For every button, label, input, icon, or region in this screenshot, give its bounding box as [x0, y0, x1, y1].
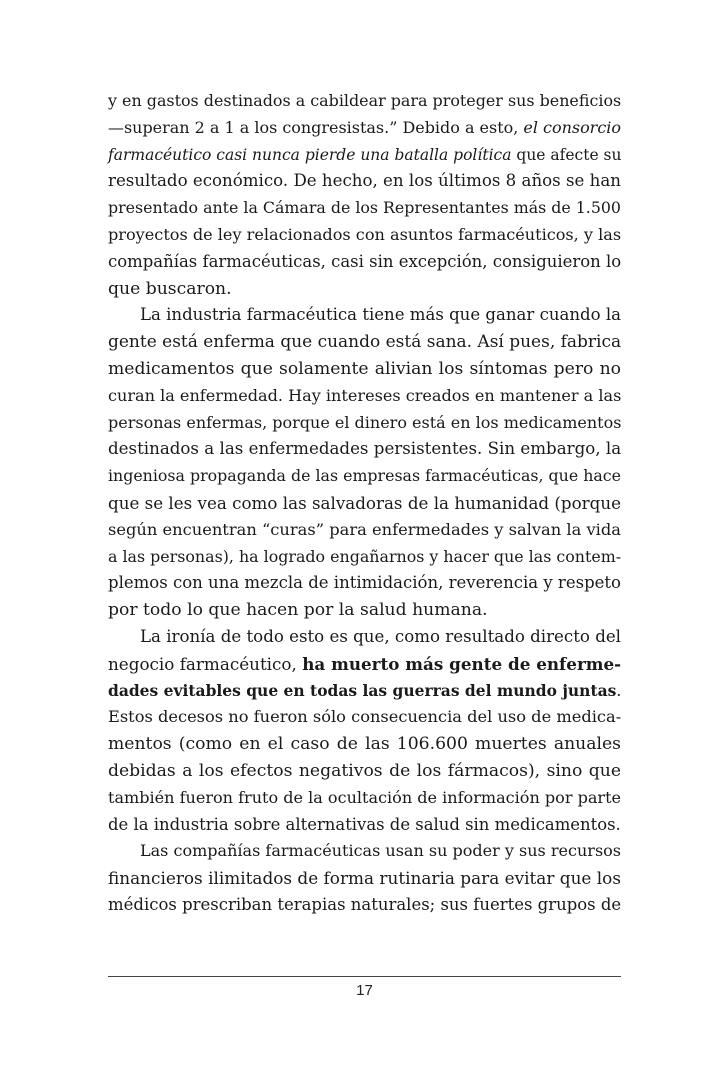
- text-line: [108, 329, 621, 356]
- text-line: [108, 436, 621, 463]
- text-segment: y en gastos destinados a cabildear para proteger sus beneficios: [108, 91, 622, 110]
- italic-text-segment: farmacéutico casi nunca pierde una batalla política: [108, 145, 512, 164]
- text-line: [108, 651, 621, 678]
- text-segment: Las compañías farmacéuticas usan su poder y sus recursos: [140, 841, 622, 861]
- text-segment: mentos (como en el caso de las 106.600 muertes anuales: [108, 734, 621, 755]
- italic-text-segment: el consorcio: [523, 117, 621, 137]
- text-line: [108, 115, 621, 142]
- body-text: [108, 88, 621, 919]
- text-segment: por todo lo que hacen por la salud humana.: [108, 600, 488, 621]
- text-line: [108, 490, 621, 517]
- text-segment: La ironía de todo esto es que, como resultado directo del: [140, 626, 621, 646]
- footer-divider: [108, 976, 621, 977]
- text-segment: compañías farmacéuticas, casi sin excepción, consiguieron lo: [108, 251, 622, 271]
- text-segment: financieros ilimitados de forma rutinaria para evitar que los: [108, 868, 621, 889]
- text-segment: Estos decesos no fueron sólo consecuencia del uso de medica-: [108, 707, 622, 727]
- text-segment: a las personas), ha logrado engañarnos y hacer que las contem-: [108, 546, 622, 566]
- text-line: [108, 758, 621, 785]
- text-line: [108, 142, 621, 169]
- text-segment: que buscaron.: [108, 278, 232, 299]
- bold-text-segment: ha muerto más gente de enferme-: [302, 653, 622, 674]
- text-segment: La industria farmacéutica tiene más que ganar cuando la: [140, 305, 621, 325]
- text-segment: proyectos de ley relacionados con asuntos farmacéuticos, y las: [108, 224, 622, 244]
- text-line: [108, 812, 621, 839]
- text-segment: debidas a los efectos negativos de los fármacos), sino que: [108, 760, 621, 781]
- text-segment: de la industria sobre alternativas de salud sin medicamentos.: [108, 814, 621, 834]
- text-segment: destinados a las enfermedades persistentes. Sin embargo, la: [108, 439, 622, 459]
- text-segment: que afecte su: [511, 145, 622, 164]
- text-line: [108, 544, 621, 571]
- text-line: [108, 838, 621, 865]
- text-segment: también fueron fruto de la ocultación de información por parte: [108, 787, 622, 807]
- text-line: [108, 383, 621, 410]
- text-line: [108, 597, 621, 624]
- text-segment: personas enfermas, porque el dinero está en los medicamentos: [108, 412, 622, 432]
- text-segment: plemos con una mezcla de intimidación, reverencia y respeto: [108, 573, 621, 593]
- text-segment: gente está enferma que cuando está sana. Así pues, fabrica: [108, 332, 622, 353]
- text-line: [108, 168, 621, 195]
- text-line: [108, 704, 621, 731]
- text-segment: medicamentos que solamente alivian los síntomas pero no: [108, 358, 621, 379]
- bold-text-segment: dades evitables que en todas las guerras del mundo juntas: [108, 680, 617, 700]
- text-line: [108, 222, 621, 249]
- text-line: [108, 410, 621, 437]
- text-line: [108, 892, 621, 919]
- text-line: [108, 517, 621, 544]
- text-line: [108, 276, 621, 303]
- text-line: [108, 302, 621, 329]
- text-segment: ingeniosa propaganda de las empresas farmacéuticas, que hace: [108, 466, 621, 486]
- text-line: [108, 865, 621, 892]
- text-segment: médicos prescriban terapias naturales; sus fuertes grupos de: [108, 894, 622, 914]
- text-segment: —superan 2 a 1 a los congresistas.” Debido a esto,: [108, 117, 524, 137]
- text-line: [108, 88, 621, 115]
- text-line: [108, 678, 621, 705]
- text-line: [108, 731, 621, 758]
- text-segment: resultado económico. De hecho, en los últimos 8 años se han: [108, 171, 621, 191]
- text-segment: .: [616, 681, 622, 700]
- text-segment: negocio farmacéutico,: [108, 653, 303, 674]
- text-segment: que se les vea como las salvadoras de la humanidad (porque: [108, 492, 621, 513]
- text-line: [108, 463, 621, 490]
- text-line: [108, 356, 621, 383]
- text-line: [108, 624, 621, 651]
- text-line: [108, 570, 621, 597]
- text-segment: según encuentran “curas” para enfermedades y salvan la vida: [108, 519, 621, 539]
- text-line: [108, 785, 621, 812]
- text-segment: curan la enfermedad. Hay intereses creados en mantener a las: [108, 385, 622, 405]
- text-line: [108, 195, 621, 222]
- page-number: 17: [356, 982, 373, 999]
- text-line: [108, 249, 621, 276]
- text-segment: presentado ante la Cámara de los Representantes más de 1.500: [108, 198, 621, 218]
